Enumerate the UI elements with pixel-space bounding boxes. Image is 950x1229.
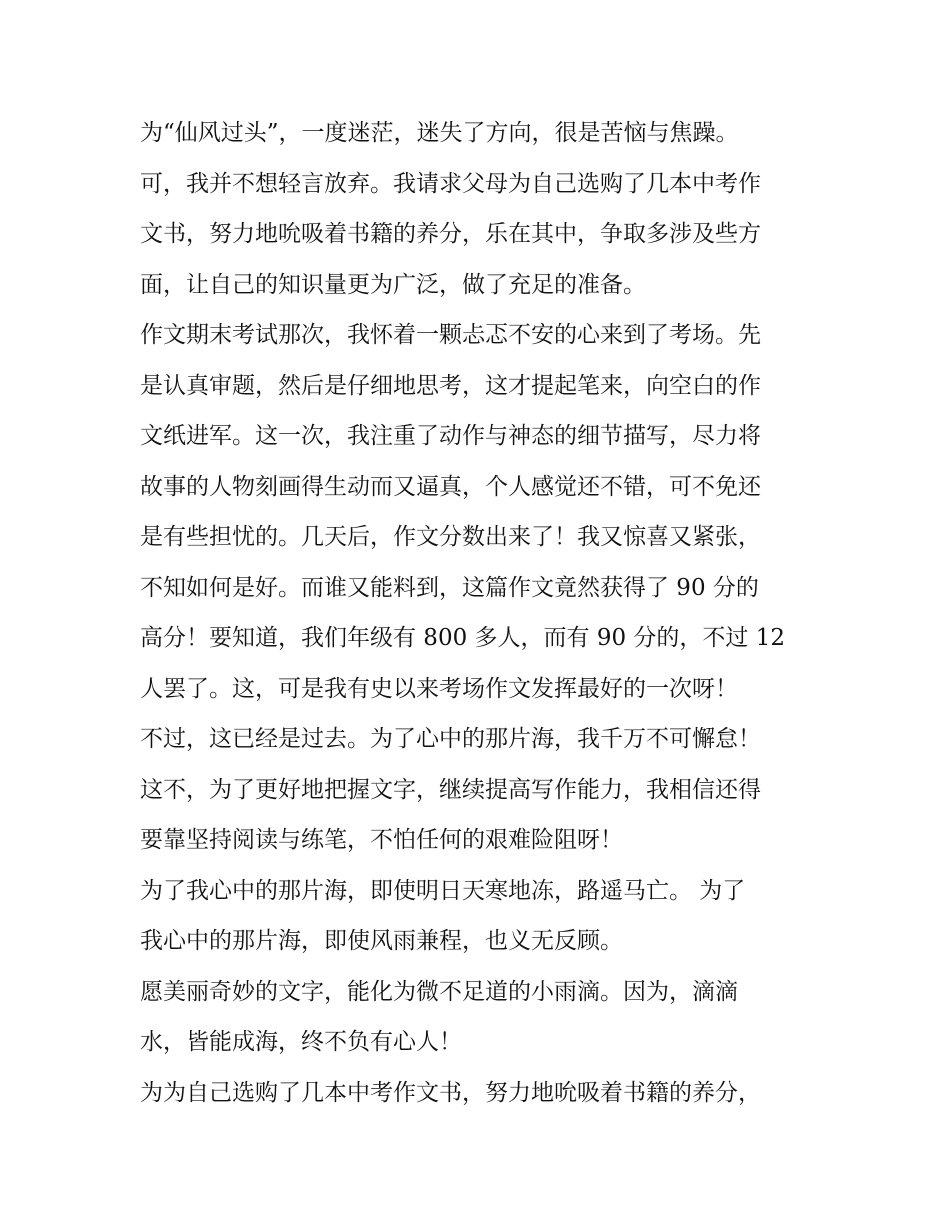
text-line: 愿美丽奇妙的文字，能化为微不足道的小雨滴。因为，滴滴 <box>140 978 738 1005</box>
text-line: 人罢了。这，可是我有史以来考场作文发挥最好的一次呀！ <box>140 675 738 702</box>
text-line: 是认真审题，然后是仔细地思考，这才提起笔来，向空白的作 <box>140 372 761 399</box>
text-line: 我心中的那片海，即使风雨兼程，也义无反顾。 <box>140 928 623 954</box>
essay-text <box>140 108 820 1118</box>
text-line: 故事的人物刻画得生动而又逼真，个人感觉还不错，可不免还 <box>140 473 761 500</box>
text-line: 为了我心中的那片海，即使明日天寒地冻，路遥马亡。 为了 <box>140 877 746 904</box>
text-line: 这不，为了更好地把握文字，继续提高写作能力，我相信还得 <box>140 776 761 803</box>
text-line: 文纸进军。这一次，我注重了动作与神态的细节描写，尽力将 <box>140 423 761 449</box>
text-line: 要靠坚持阅读与练笔，不怕任何的艰难险阻呀！ <box>140 827 623 853</box>
text-line: 不知如何是好。而谁又能料到，这篇作文竟然获得了 90 分的 <box>140 574 759 601</box>
text-line: 不过，这已经是过去。为了心中的那片海，我千万不可懈怠！ <box>140 726 761 752</box>
text-line: 是有些担忧的。几天后，作文分数出来了！我又惊喜又紧张， <box>140 524 761 550</box>
text-line: 文书，努力地吮吸着书籍的养分，乐在其中，争取多涉及些方 <box>140 221 761 247</box>
text-line: 水，皆能成海，终不负有心人！ <box>140 1029 462 1055</box>
text-line: 可，我并不想轻言放弃。我请求父母为自己选购了几本中考作 <box>140 170 761 197</box>
text-line: 为“仙风过头”，一度迷茫，迷失了方向，很是苦恼与焦躁。 <box>140 120 739 146</box>
text-line: 为为自己选购了几本中考作文书，努力地吮吸着书籍的养分， <box>140 1079 761 1106</box>
text-line: 作文期末考试那次，我怀着一颗忐忑不安的心来到了考场。先 <box>140 322 761 348</box>
text-line: 高分！要知道，我们年级有 800 多人，而有 90 分的，不过 12 <box>140 625 785 651</box>
text-line: 面，让自己的知识量更为广泛，做了充足的准备。 <box>140 271 646 298</box>
